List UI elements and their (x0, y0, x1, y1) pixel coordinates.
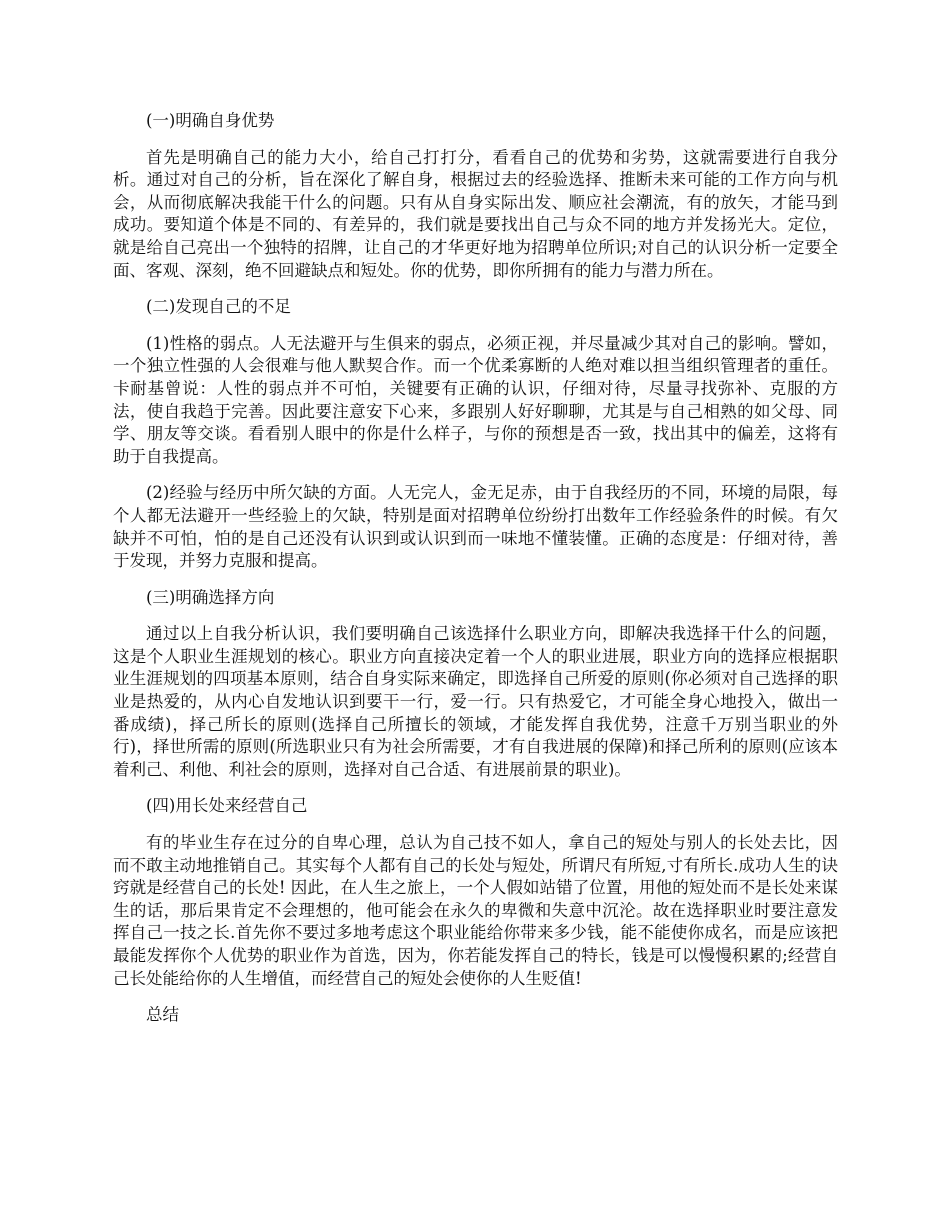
section-paragraph: (1)性格的弱点。人无法避开与生俱来的弱点，必须正视，并尽量减少其对自己的影响。譬如，一个独立性强的人会很难与他人默契合作。而一个优柔寡断的人绝对难以担当组织管理者的重任。卡耐基曾说：人性的弱点并不可怕，关键要有正确的认识，仔细对待，尽量寻找弥补、克服的方法，使自我趋于完善。因此要注意安下心来，多跟别人好好聊聊，尤其是与自己相熟的如父母、同学、朋友等交谈。看看别人眼中的你是什么样子，与你的预想是否一致，找出其中的偏差，这将有助于自我提高。 (113, 333, 838, 466)
section-use-strengths (113, 795, 838, 990)
document-body (113, 110, 838, 1041)
section-heading: (二)发现自己的不足 (146, 297, 291, 317)
closing-heading: 总结 (146, 1005, 179, 1025)
section-direction (113, 587, 838, 782)
section-paragraph: 通过以上自我分析认识，我们要明确自己该选择什么职业方向，即解决我选择干什么的问题，这是个人职业生涯规划的核心。职业方向直接决定着一个人的职业进展，职业方向的选择应根据职业生涯规划的四项基本原则，结合自身实际来确定，即选择自己所爱的原则(你必须对自己选择的职业是热爱的，从内心自发地认识到要干一行，爱一行。只有热爱它，才可能全身心地投入，做出一番成绩)，择己所长的原则(选择自己所擅长的领域，才能发挥自我优势，注意千万别当职业的外行)，择世所需的原则(所选职业只有为社会所需要，才有自我进展的保障)和择己所利的原则(应该本着利己、利他、利社会的原则，选择对自己合适、有进展前景的职业)。 (113, 624, 838, 779)
section-heading: (一)明确自身优势 (146, 111, 275, 130)
section-paragraph: 首先是明确自己的能力大小，给自己打打分，看看自己的优势和劣势，这就需要进行自我分析。通过对自己的分析，旨在深化了解自身，根据过去的经验选择、推断未来可能的工作方向与机会，从而彻底解决我能干什么的问题。只有从自身实际出发、顺应社会潮流，有的放矢，才能马到成功。要知道个体是不同的、有差异的，我们就是要找出自己与众不同的地方并发扬光大。定位，就是给自己亮出一个独特的招牌，让自己的才华更好地为招聘单位所识;对自己的认识分析一定要全面、客观、深刻，绝不回避缺点和短处。你的优势，即你所拥有的能力与潜力所在。 (113, 147, 838, 280)
section-weaknesses (113, 296, 838, 573)
section-strengths (113, 110, 838, 282)
section-paragraph: (2)经验与经历中所欠缺的方面。人无完人，金无足赤，由于自我经历的不同，环境的局限，每个人都无法避开一些经验上的欠缺，特别是面对招聘单位纷纷打出数年工作经验条件的时候。有欠缺并不可怕，怕的是自己还没有认识到或认识到而一味地不懂装懂。正确的态度是：仔细对待，善于发现，并努力克服和提高。 (113, 483, 838, 571)
section-paragraph: 有的毕业生存在过分的自卑心理，总认为自己技不如人，拿自己的短处与别人的长处去比，因而不敢主动地推销自己。其实每个人都有自己的长处与短处，所谓尺有所短,寸有所长.成功人生的诀窍就是经营自己的长处! 因此，在人生之旅上，一个人假如站错了位置，用他的短处而不是长处来谋生的话，那后果肯定不会理想的，他可能会在永久的卑微和失意中沉沦。故在选择职业时要注意发挥自己一技之长.首先你不要过多地考虑这个职业能给你带来多少钱，能不能使你成名，而是应该把最能发挥你个人优势的职业作为首选，因为，你若能发挥自己的特长，钱是可以慢慢积累的;经营自己长处能给你的人生增值，而经营自己的短处会使你的人生贬值! (113, 833, 838, 988)
section-heading: (四)用长处来经营自己 (146, 796, 308, 816)
section-heading: (三)明确选择方向 (146, 587, 275, 607)
